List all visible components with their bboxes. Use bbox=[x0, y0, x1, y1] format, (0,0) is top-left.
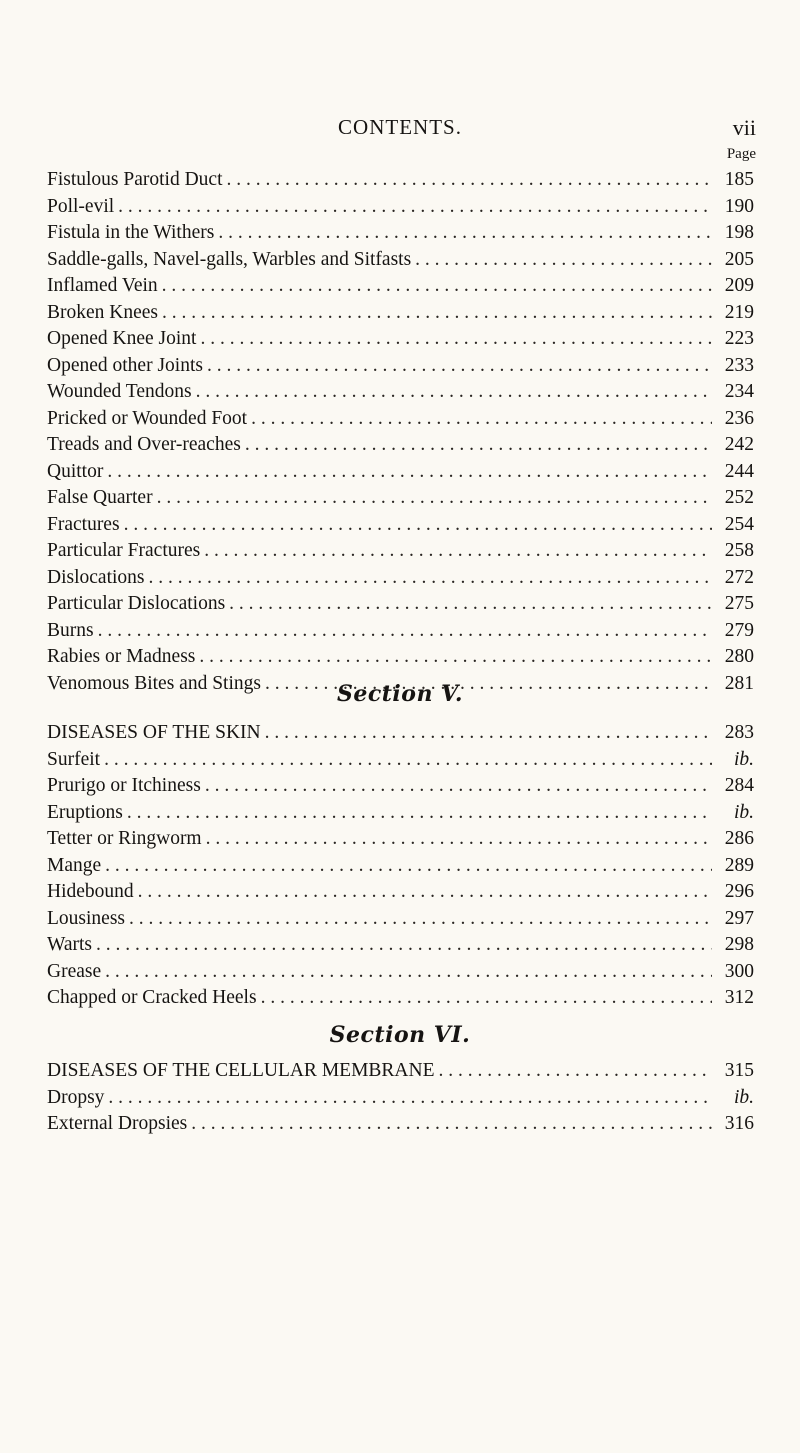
dot-leader bbox=[118, 194, 712, 221]
toc-entry bbox=[47, 353, 754, 380]
dot-leader bbox=[206, 826, 712, 853]
toc-entry-page: 198 bbox=[724, 222, 754, 243]
toc-entry bbox=[47, 644, 754, 671]
page-column-label: Page bbox=[726, 146, 756, 162]
dot-leader bbox=[157, 485, 712, 512]
toc-list-main bbox=[47, 167, 754, 697]
dot-leader bbox=[207, 353, 712, 380]
dot-leader bbox=[265, 720, 712, 747]
dot-leader bbox=[191, 1111, 712, 1138]
toc-entry-page: 272 bbox=[724, 566, 754, 588]
toc-entry bbox=[47, 326, 754, 353]
toc-entry-page: 219 bbox=[724, 301, 754, 323]
toc-entry bbox=[47, 300, 754, 327]
toc-entry-label: DISEASES OF THE CELLULAR MEMBRANE bbox=[47, 1060, 435, 1081]
toc-entry bbox=[47, 485, 754, 512]
toc-entry-label: Lousiness bbox=[47, 907, 125, 929]
toc-entry-label: Fistulous Parotid Duct bbox=[47, 169, 223, 190]
toc-entry bbox=[47, 906, 754, 933]
toc-entry-page: 283 bbox=[724, 722, 754, 743]
toc-entry bbox=[47, 194, 754, 221]
toc-entry-page: 289 bbox=[724, 854, 754, 876]
toc-entry-label: False Quarter bbox=[47, 487, 153, 508]
toc-entry-label: Warts bbox=[47, 934, 92, 955]
dot-leader bbox=[205, 773, 712, 800]
toc-entry-label: Opened other Joints bbox=[47, 354, 203, 376]
toc-entry-label: Inflamed Vein bbox=[47, 275, 158, 296]
toc-entry-label: Tetter or Ringworm bbox=[47, 828, 202, 849]
toc-entry-page: ib. bbox=[733, 748, 754, 770]
toc-entry bbox=[47, 1085, 754, 1112]
dot-leader bbox=[415, 247, 712, 274]
toc-entry-page: 254 bbox=[724, 513, 754, 535]
toc-entry-label: Prurigo or Itchiness bbox=[47, 775, 201, 796]
dot-leader bbox=[138, 879, 712, 906]
toc-entry bbox=[47, 800, 754, 827]
toc-list-section-v bbox=[47, 720, 754, 1012]
toc-entry-label: Dropsy bbox=[47, 1086, 105, 1108]
toc-entry bbox=[47, 459, 754, 486]
dot-leader bbox=[124, 512, 712, 539]
toc-entry-label: Rabies or Madness bbox=[47, 646, 196, 667]
dot-leader bbox=[108, 1085, 712, 1112]
toc-entry bbox=[47, 720, 754, 747]
toc-entry bbox=[47, 247, 754, 274]
toc-entry-page: 258 bbox=[724, 540, 754, 561]
toc-entry-label: Eruptions bbox=[47, 801, 123, 823]
toc-entry-label: Grease bbox=[47, 960, 102, 982]
toc-entry-page: ib. bbox=[733, 1086, 754, 1108]
toc-entry-label: DISEASES OF THE SKIN bbox=[47, 722, 261, 743]
toc-entry-page: 312 bbox=[724, 987, 754, 1008]
toc-entry bbox=[47, 1111, 754, 1138]
toc-entry-page: 279 bbox=[724, 619, 754, 641]
dot-leader bbox=[245, 432, 712, 459]
toc-entry-label: Fractures bbox=[47, 513, 120, 535]
dot-leader bbox=[261, 985, 712, 1012]
dot-leader bbox=[204, 538, 712, 565]
toc-entry-page: ib. bbox=[733, 801, 754, 823]
toc-entry bbox=[47, 1058, 754, 1085]
toc-entry-label: Chapped or Cracked Heels bbox=[47, 987, 257, 1008]
dot-leader bbox=[96, 932, 712, 959]
toc-entry-label: Pricked or Wounded Foot bbox=[47, 407, 248, 429]
toc-entry-label: Mange bbox=[47, 854, 102, 876]
dot-leader bbox=[251, 406, 712, 433]
toc-entry-page: 209 bbox=[724, 275, 754, 296]
toc-entry-page: 252 bbox=[724, 487, 754, 508]
toc-entry-label: Particular Dislocations bbox=[47, 593, 226, 614]
running-header bbox=[0, 112, 800, 142]
dot-leader bbox=[199, 644, 712, 671]
toc-entry-label: Poll-evil bbox=[47, 195, 115, 217]
toc-entry-page: 244 bbox=[724, 460, 754, 482]
toc-entry-label: Hidebound bbox=[47, 881, 134, 902]
dot-leader bbox=[98, 618, 712, 645]
toc-entry bbox=[47, 959, 754, 986]
toc-entry bbox=[47, 618, 754, 645]
toc-entry-label: Particular Fractures bbox=[47, 540, 201, 561]
toc-entry-label: External Dropsies bbox=[47, 1113, 188, 1134]
toc-entry bbox=[47, 879, 754, 906]
toc-entry-page: 281 bbox=[724, 672, 754, 694]
toc-entry-label: Burns bbox=[47, 619, 94, 641]
dot-leader bbox=[218, 220, 712, 247]
toc-entry bbox=[47, 565, 754, 592]
toc-entry-page: 242 bbox=[724, 434, 754, 455]
section-vi-heading: Section VI. bbox=[329, 1022, 471, 1048]
toc-entry bbox=[47, 512, 754, 539]
dot-leader bbox=[129, 906, 712, 933]
dot-leader bbox=[104, 747, 712, 774]
toc-entry-page: 280 bbox=[724, 646, 754, 667]
page-title: CONTENTS. bbox=[338, 115, 462, 139]
dot-leader bbox=[200, 326, 712, 353]
toc-entry-label: Dislocations bbox=[47, 566, 145, 588]
dot-leader bbox=[107, 459, 712, 486]
toc-entry-page: 296 bbox=[724, 881, 754, 902]
toc-entry-label: Quittor bbox=[47, 460, 104, 482]
toc-entry-page: 300 bbox=[724, 960, 754, 982]
toc-entry bbox=[47, 379, 754, 406]
toc-entry bbox=[47, 432, 754, 459]
toc-entry-page: 190 bbox=[724, 195, 754, 217]
toc-entry bbox=[47, 406, 754, 433]
toc-entry bbox=[47, 985, 754, 1012]
toc-entry bbox=[47, 538, 754, 565]
toc-entry-page: 236 bbox=[724, 407, 754, 429]
toc-entry-label: Fistula in the Withers bbox=[47, 222, 215, 243]
toc-entry bbox=[47, 826, 754, 853]
toc-entry bbox=[47, 591, 754, 618]
toc-list-section-vi bbox=[47, 1058, 754, 1138]
toc-entry-page: 298 bbox=[724, 934, 754, 955]
toc-entry-label: Treads and Over-reaches bbox=[47, 434, 241, 455]
toc-entry-label: Venomous Bites and Stings bbox=[47, 672, 261, 694]
dot-leader bbox=[196, 379, 712, 406]
dot-leader bbox=[229, 591, 712, 618]
dot-leader bbox=[149, 565, 713, 592]
toc-entry bbox=[47, 273, 754, 300]
toc-entry bbox=[47, 167, 754, 194]
toc-entry-page: 315 bbox=[724, 1060, 754, 1081]
dot-leader bbox=[227, 167, 712, 194]
toc-entry bbox=[47, 747, 754, 774]
toc-entry-page: 275 bbox=[724, 593, 754, 614]
dot-leader bbox=[162, 273, 712, 300]
toc-entry bbox=[47, 773, 754, 800]
dot-leader bbox=[105, 853, 712, 880]
dot-leader bbox=[162, 300, 712, 327]
dot-leader bbox=[105, 959, 712, 986]
dot-leader bbox=[439, 1058, 713, 1085]
toc-entry-page: 185 bbox=[724, 169, 754, 190]
toc-entry-page: 233 bbox=[724, 354, 754, 376]
toc-entry bbox=[47, 853, 754, 880]
toc-entry-label: Opened Knee Joint bbox=[47, 328, 197, 349]
toc-entry-page: 223 bbox=[724, 328, 754, 349]
toc-entry-page: 284 bbox=[724, 775, 754, 796]
toc-entry bbox=[47, 220, 754, 247]
toc-entry-label: Saddle-galls, Navel-galls, Warbles and Sitfasts bbox=[47, 248, 412, 270]
page-folio: vii bbox=[732, 115, 756, 140]
toc-entry-page: 316 bbox=[724, 1113, 754, 1134]
toc-entry-page: 205 bbox=[724, 248, 754, 270]
toc-entry-page: 286 bbox=[724, 828, 754, 849]
section-v-heading: Section V. bbox=[336, 681, 463, 707]
toc-entry-page: 234 bbox=[724, 381, 754, 402]
toc-entry bbox=[47, 932, 754, 959]
toc-entry-page: 297 bbox=[724, 907, 754, 929]
toc-entry-label: Surfeit bbox=[47, 748, 101, 770]
dot-leader bbox=[127, 800, 712, 827]
toc-entry-label: Wounded Tendons bbox=[47, 381, 192, 402]
toc-entry-label: Broken Knees bbox=[47, 301, 159, 323]
